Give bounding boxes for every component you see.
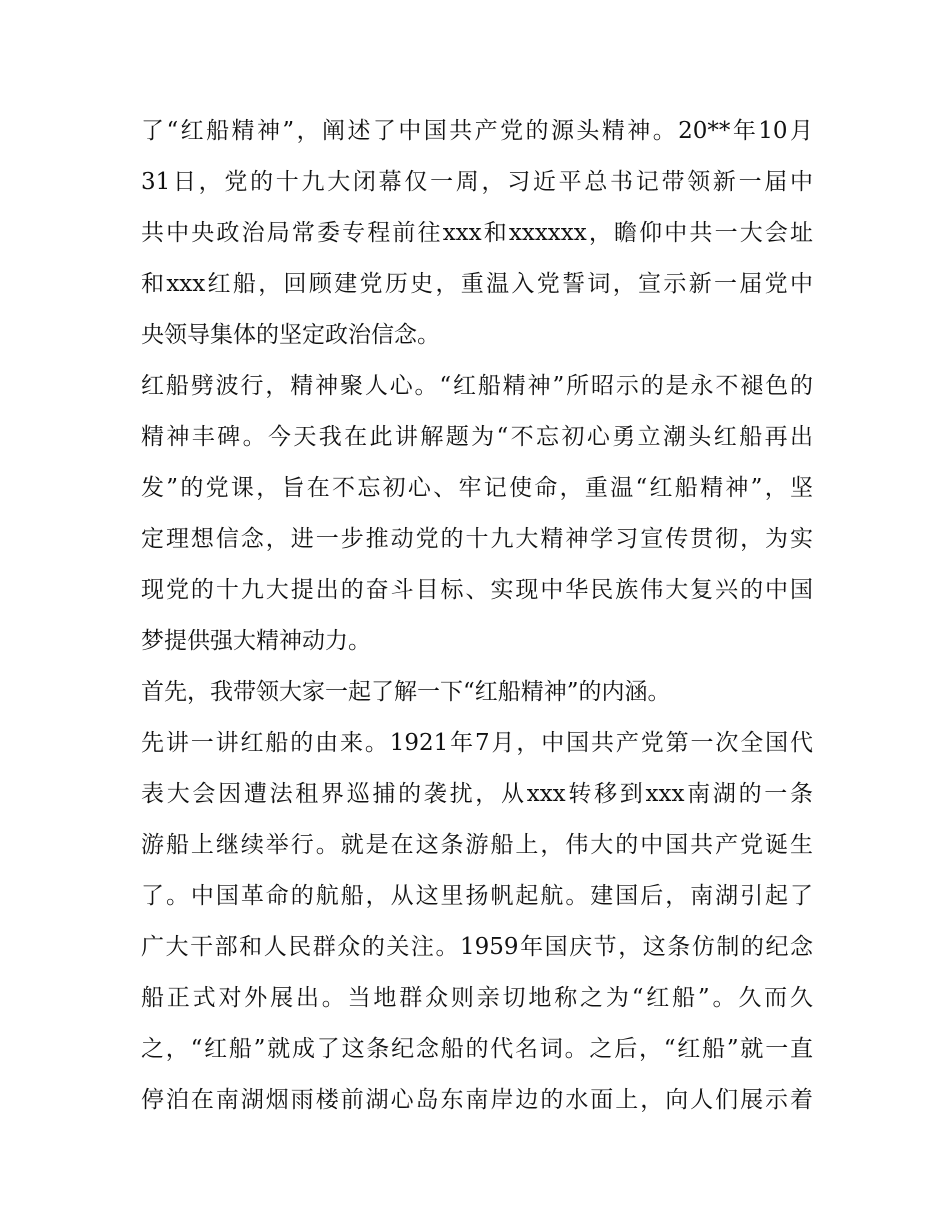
text-line: 了“红船精神”，阐述了中国共产党的源头精神。20**年10月 bbox=[141, 118, 813, 144]
text-line: 船正式对外展出。当地群众则亲切地称之为“红船”。久而久 bbox=[141, 985, 813, 1011]
text-line: 首先，我带领大家一起了解一下“红船精神”的内涵。 bbox=[141, 679, 671, 705]
text-line: 先讲一讲红船的由来。1921年7月，中国共产党第一次全国代 bbox=[141, 730, 813, 756]
text-line: 和xxx红船，回顾建党历史，重温入党誓词，宣示新一届党中 bbox=[141, 271, 813, 297]
text-line: 共中央政治局常委专程前往xxx和xxxxxx，瞻仰中共一大会址 bbox=[141, 220, 813, 246]
text-line: 定理想信念，进一步推动党的十九大精神学习宣传贯彻，为实 bbox=[141, 526, 813, 552]
text-line: 梦提供强大精神动力。 bbox=[141, 628, 371, 654]
text-line: 停泊在南湖烟雨楼前湖心岛东南岸边的水面上，向人们展示着 bbox=[141, 1087, 813, 1113]
text-line: 31日，党的十九大闭幕仅一周，习近平总书记带领新一届中 bbox=[141, 169, 813, 195]
text-line: 了。中国革命的航船，从这里扬帆起航。建国后，南湖引起了 bbox=[141, 883, 813, 909]
text-line: 央领导集体的坚定政治信念。 bbox=[141, 322, 440, 348]
text-line: 红船劈波行，精神聚人心。“红船精神”所昭示的是永不褪色的 bbox=[141, 373, 813, 399]
text-line: 精神丰碑。今天我在此讲解题为“不忘初心勇立潮头红船再出 bbox=[141, 424, 813, 450]
text-line: 发”的党课，旨在不忘初心、牢记使命，重温“红船精神”，坚 bbox=[141, 475, 813, 501]
text-line: 游船上继续举行。就是在这条游船上，伟大的中国共产党诞生 bbox=[141, 832, 813, 858]
text-line: 广大干部和人民群众的关注。1959年国庆节，这条仿制的纪念 bbox=[141, 934, 813, 960]
text-line: 之，“红船”就成了这条纪念船的代名词。之后，“红船”就一直 bbox=[141, 1036, 813, 1062]
text-line: 现党的十九大提出的奋斗目标、实现中华民族伟大复兴的中国 bbox=[141, 577, 813, 603]
body-text bbox=[141, 106, 813, 1126]
text-line: 表大会因遭法租界巡捕的袭扰，从xxx转移到xxx南湖的一条 bbox=[141, 781, 813, 807]
